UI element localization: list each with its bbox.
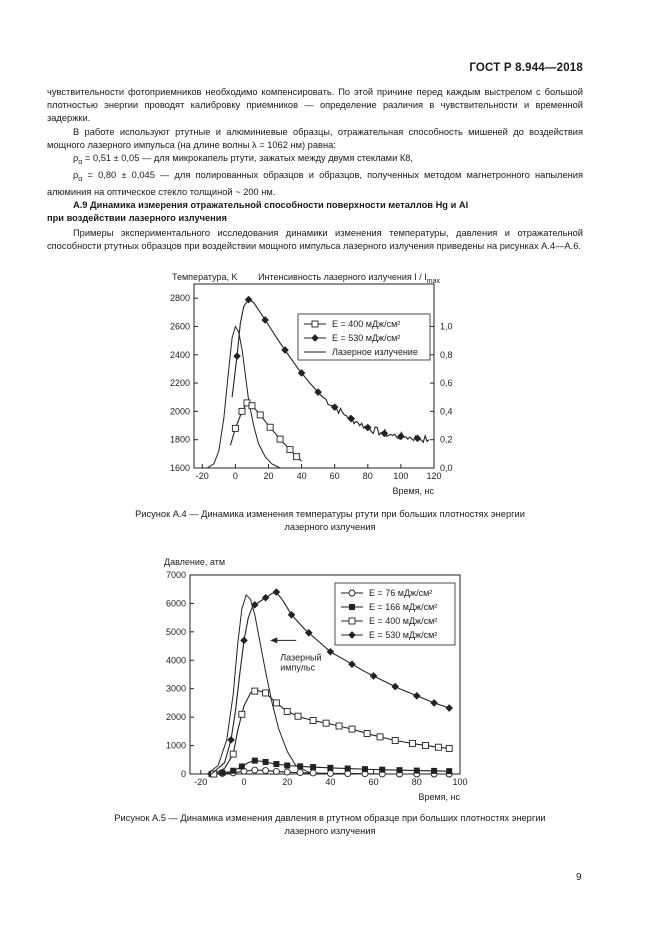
series-e400-point xyxy=(409,740,415,746)
y-tick-label: 2200 xyxy=(169,378,190,389)
x-tick-label: 40 xyxy=(296,471,307,481)
rho-line-1: $\rho_\alpha = 0,51 \pm 0,05$ — для микрокапель ртути, зажатых между двумя стеклами К8, xyxy=(73,153,414,166)
series-e166-point xyxy=(239,763,245,769)
y-tick-label: 2000 xyxy=(169,406,190,417)
body-text-2 xyxy=(47,227,583,253)
legend-marker xyxy=(349,604,355,610)
legend-entry: E = 530 мДж/см² xyxy=(332,333,401,343)
figure-a4-caption: Рисунок А.4 — Динамика изменения температуры ртути при больших плотностях энергии лазерного излучения xyxy=(135,509,525,532)
y-tick-label: 2600 xyxy=(169,321,190,332)
annotation-line-1: Лазерный xyxy=(280,652,322,663)
series-e76-point xyxy=(284,769,290,775)
series-e76-point xyxy=(273,768,279,774)
series-e530-point xyxy=(370,672,378,680)
series-e166-point xyxy=(327,765,333,771)
x-tick-label: 100 xyxy=(393,471,409,481)
series-e400-point xyxy=(284,708,290,714)
series-e530-point xyxy=(445,704,453,712)
page-number: 9 xyxy=(576,872,582,883)
y-tick-label: 2000 xyxy=(165,712,186,723)
body-text xyxy=(47,86,583,199)
series-e166-point xyxy=(310,764,316,770)
x-tick-label: 0 xyxy=(232,471,238,481)
x-tick-label: 60 xyxy=(368,777,379,787)
series-e400-point xyxy=(252,688,258,694)
series-e400-point xyxy=(377,734,383,740)
series-e530-point xyxy=(227,736,235,744)
series-e400-point xyxy=(310,718,316,724)
series-e530-point xyxy=(233,352,241,360)
y-tick-label: 6000 xyxy=(165,598,186,609)
y-tick-label: 7000 xyxy=(165,570,186,580)
series-e400-point xyxy=(267,424,273,430)
series-e76-point xyxy=(297,770,303,776)
y-axis-title: Давление, атм xyxy=(164,557,226,567)
x-axis-title: Время, нс xyxy=(418,792,460,802)
series-e400-point xyxy=(364,730,370,736)
legend-entry: E = 400 мДж/см² xyxy=(369,616,438,626)
legend-entry: E = 530 мДж/см² xyxy=(369,630,438,640)
y-tick-label: 1000 xyxy=(165,740,186,751)
series-e530-point xyxy=(245,296,253,304)
x-axis-title: Время, нс xyxy=(392,486,434,496)
series-e166-point xyxy=(273,761,279,767)
series-e400-point xyxy=(287,447,293,453)
series-e166-point xyxy=(414,768,420,774)
annotation-arrow-head xyxy=(270,637,277,643)
laser-pulse-line xyxy=(207,327,280,469)
series-e76-point xyxy=(310,770,316,776)
series-e76-point xyxy=(252,767,258,773)
series-e166-point xyxy=(297,763,303,769)
x-tick-label: 100 xyxy=(452,777,468,787)
y-tick-label: 0 xyxy=(180,769,186,779)
legend-entry: E = 76 мДж/см² xyxy=(369,588,433,598)
paragraph-3: Примеры экспериментального исследования динамики изменения температуры, давления и отражательной способности ртутных образцов при воздействии мощного импульса лазерного излучения приведены на рисунках А.4—А.6. xyxy=(47,228,583,252)
standard-header: ГОСТ Р 8.944—2018 xyxy=(469,62,583,74)
x-tick-label: -20 xyxy=(195,471,209,481)
series-e76-point xyxy=(263,768,269,774)
series-e166-point xyxy=(230,768,236,774)
series-e400-point xyxy=(422,742,428,748)
x-tick-label: 0 xyxy=(241,777,247,787)
y2-tick-label: 0,4 xyxy=(440,406,453,417)
y-tick-label: 3000 xyxy=(165,683,186,694)
legend-entry: E = 166 мДж/см² xyxy=(369,602,438,612)
series-e530-point xyxy=(391,683,399,691)
series-e400-point xyxy=(349,726,355,732)
x-tick-label: -20 xyxy=(194,777,208,787)
series-e400-point xyxy=(230,751,236,757)
y2-tick-label: 0,8 xyxy=(440,349,453,360)
annotation-line-2: импульс xyxy=(280,662,316,673)
figure-a5-chart xyxy=(150,553,490,808)
y2-tick-label: 0,6 xyxy=(440,378,453,389)
series-e400-point xyxy=(249,403,255,409)
series-e166-point xyxy=(362,766,368,772)
legend-marker xyxy=(349,618,355,624)
series-e400-point xyxy=(277,436,283,442)
series-e166-point xyxy=(263,759,269,765)
series-e530-point xyxy=(413,692,421,700)
series-e530-point xyxy=(281,346,289,354)
series-e530-point xyxy=(347,415,355,423)
y2-tick-label: 0,0 xyxy=(440,463,453,473)
legend-entry: E = 400 мДж/см² xyxy=(332,319,401,329)
y2-axis-title: Интенсивность лазерного излучения I / $I_{max}$ xyxy=(258,272,440,285)
y-tick-label: 1600 xyxy=(169,463,190,473)
x-tick-label: 80 xyxy=(362,471,373,481)
series-e400-point xyxy=(392,737,398,743)
series-e400-point xyxy=(263,690,269,696)
x-tick-label: 20 xyxy=(282,777,293,787)
series-e166-point xyxy=(379,767,385,773)
series-e166-point xyxy=(252,758,258,764)
x-tick-label: 60 xyxy=(329,471,340,481)
figure-a4-chart xyxy=(150,262,510,502)
series-e400-point xyxy=(294,454,300,460)
series-e166-point xyxy=(284,762,290,768)
series-e400-point xyxy=(239,711,245,717)
y-tick-label: 5000 xyxy=(165,626,186,637)
paragraph-1: чувствительности фотоприемников необходимо компенсировать. По этой причине перед каждым выстрелом с большой плотностью энергии проводят калибровку приемников — определение различия в чувствительности и временной задержки. xyxy=(47,87,583,124)
series-e530-point xyxy=(261,316,269,324)
series-e530-point xyxy=(414,434,422,442)
series-e166-point xyxy=(345,766,351,772)
series-e166-point xyxy=(446,768,452,774)
series-e530-point xyxy=(262,594,270,602)
y-tick-label: 2800 xyxy=(169,293,190,304)
legend-entry: Лазерное излучение xyxy=(332,347,418,357)
x-tick-label: 80 xyxy=(411,777,422,787)
legend-marker xyxy=(349,590,355,596)
x-tick-label: 20 xyxy=(263,471,274,481)
series-e400-point xyxy=(446,745,452,751)
series-e400-point xyxy=(336,723,342,729)
series-e530-point xyxy=(240,637,248,645)
x-tick-label: 40 xyxy=(325,777,336,787)
series-e400-line xyxy=(214,690,449,774)
rho-line-2: $\rho_\alpha = 0,80 \pm 0,045$ — для полированных образцов и образцов, полученных методом магнетронного напыления алюминия на оптическое стекло толщиной ~ 200 нм. xyxy=(47,170,583,198)
y2-tick-label: 0,2 xyxy=(440,434,453,445)
series-e530-point xyxy=(430,699,438,707)
series-e166-point xyxy=(431,768,437,774)
series-e76-point xyxy=(327,770,333,776)
section-heading: А.9 Динамика измерения отражательной способности поверхности металлов Hg и Al при воздействии лазерного излучения xyxy=(47,200,469,224)
y-tick-label: 4000 xyxy=(165,655,186,666)
series-e400-point xyxy=(273,700,279,706)
y-tick-label: 1800 xyxy=(169,434,190,445)
series-e400-point xyxy=(435,744,441,750)
series-e530-point xyxy=(348,660,356,668)
legend-marker xyxy=(312,321,318,327)
laser-pulse-line xyxy=(207,595,321,774)
y-tick-label: 2400 xyxy=(169,349,190,360)
y2-tick-label: 1,0 xyxy=(440,321,453,332)
series-e400-point xyxy=(295,713,301,719)
figure-a5-caption: Рисунок А.5 — Динамика изменения давления в ртутном образце при больших плотностях энергии лазерного излучения xyxy=(114,813,546,836)
series-e400-point xyxy=(257,412,263,418)
x-tick-label: 120 xyxy=(426,471,442,481)
series-e166-point xyxy=(397,767,403,773)
paragraph-2: В работе используют ртутные и алюминиевые образцы, отражательная способность мишеней до воздействия мощного лазерного импульса (на длине волны λ = 1062 нм) равна: xyxy=(47,126,583,150)
series-e400-point xyxy=(323,720,329,726)
y-axis-title: Температура, K xyxy=(172,272,238,282)
series-e400-point xyxy=(232,425,238,431)
series-e400-point xyxy=(239,408,245,414)
plot-frame xyxy=(194,284,434,468)
series-e530-point xyxy=(397,433,405,441)
